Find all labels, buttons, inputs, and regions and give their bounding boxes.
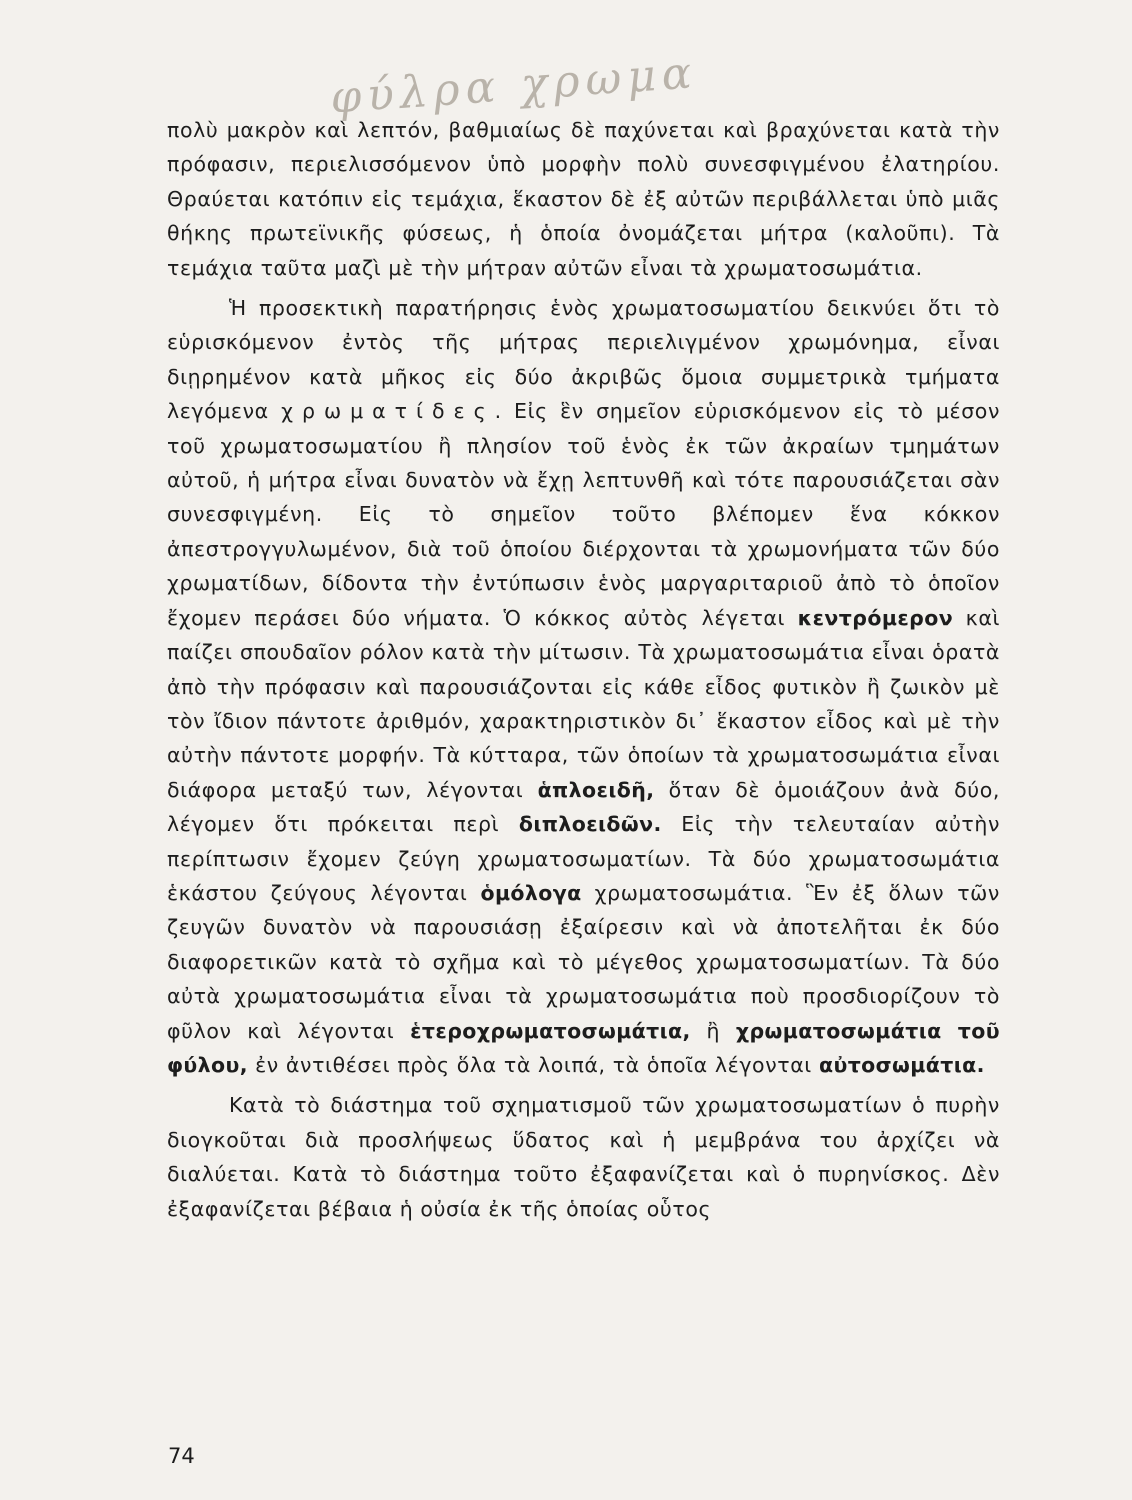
- text-segment: καὶ παίζει σπουδαῖον ρόλον κατὰ τὴν μίτωσιν. Τὰ χρωματοσωμάτια εἶναι ὁρατὰ ἀπὸ τὴν πρόφασιν καὶ παρουσιάζονται εἰς κάθε εἶδος φυτικὸν ἢ ζωικὸν μὲ τὸν ἴδιον πάντοτε ἀριθμόν, χαρακτηριστικὸν δι᾽ ἕκαστον εἶδος καὶ μὲ τὴν αὐτὴν πάντοτε μορφήν. Τὰ κύτταρα, τῶν ὁποίων τὰ χρωματοσωμάτια εἶναι διάφορα μεταξύ των, λέγονται: [167, 605, 1001, 802]
- bold-term: ὁμόλογα: [480, 880, 582, 905]
- text-segment: Ἡ προσεκτικὴ παρατήρησις ἑνὸς χρωματοσωματίου δεικνύει ὅτι τὸ εὑρισκόμενον ἐντὸς τῆς μήτρας περιελιγμένον χρωμόνημα, εἶναι διῃρημένον κατὰ μῆκος εἰς δύο ἀκριβῶς ὅμοια συμμετρικὰ τμήματα λεγόμενα: [167, 296, 1000, 424]
- body-text: [167, 113, 1000, 1226]
- paragraph: [167, 113, 1000, 285]
- paragraph: [167, 1088, 1000, 1226]
- paragraph: [167, 291, 1000, 1082]
- text-segment: ὅταν δὲ ὁμοιάζουν ἀνὰ δύο, λέγομεν ὅτι πρόκειται περὶ: [167, 777, 1000, 837]
- text-segment: Εἰς τὴν τελευταίαν αὐτὴν περίπτωσιν ἔχομεν ζεύγη χρωματοσωματίων. Τὰ δύο χρωματοσωμάτια ἑκάστου ζεύγους λέγονται: [167, 812, 1000, 905]
- bold-term: διπλοειδῶν.: [518, 812, 662, 837]
- text-segment: . Εἰς ἓν σημεῖον εὑρισκόμενον εἰς τὸ μέσον τοῦ χρωματοσωματίου ἢ πλησίον τοῦ ἑνὸς ἐκ τῶν ἀκραίων τμημάτων αὐτοῦ, ἡ μήτρα εἶναι δυνατὸν νὰ ἔχῃ λεπτυνθῆ καὶ τότε παρουσιάζεται σὰν συνεσφιγμένη. Εἰς τὸ σημεῖον τοῦτο βλέπομεν ἕνα κόκκον ἀπεστρογγυλωμένον, διὰ τοῦ ὁποίου διέρχονται τὰ χρωμονήματα τῶν δύο χρωματίδων, δίδοντα τὴν ἐντύπωσιν ἑνὸς μαργαριταριοῦ ἀπὸ τὸ ὁποῖον ἔχομεν περάσει δύο νήματα. Ὁ κόκκος αὐτὸς λέγεται: [167, 399, 1000, 630]
- text-segment: Κατὰ τὸ διάστημα τοῦ σχηματισμοῦ τῶν χρωματοσωματίων ὁ πυρὴν διογκοῦται διὰ προσλήψεως ὕδατος καὶ ἡ μεμβράνα του ἀρχίζει νὰ διαλύεται. Κατὰ τὸ διάστημα τοῦτο ἐξαφανίζεται καὶ ὁ πυρηνίσκος. Δὲν ἐξαφανίζεται βέβαια ἡ οὐσία ἐκ τῆς ὁποίας οὗτος: [167, 1093, 1000, 1221]
- text-segment: πολὺ μακρὸν καὶ λεπτόν, βαθμιαίως δὲ παχύνεται καὶ βραχύνεται κατὰ τὴν πρόφασιν, περιελισσόμενον ὑπὸ μορφὴν πολὺ συνεσφιγμένου ἐλατηρίου. Θραύεται κατόπιν εἰς τεμάχια, ἕκαστον δὲ ἐξ αὐτῶν περιβάλλεται ὑπὸ μιᾶς θήκης πρωτεϊνικῆς φύσεως, ἡ ὁποία ὀνομάζεται μήτρα (καλοῦπι). Τὰ τεμάχια ταῦτα μαζὶ μὲ τὴν μήτραν αὐτῶν εἶναι τὰ χρωματοσωμάτια.: [167, 118, 1000, 280]
- bold-term: χρωματοσωμάτια τοῦ φύλου,: [167, 1018, 1000, 1077]
- text-segment: ἢ: [690, 1018, 736, 1043]
- spaced-term: χρωματίδες: [281, 399, 495, 424]
- bold-term: κεντρόμερον: [797, 605, 954, 630]
- bold-term: ἑτεροχρωματοσωμάτια,: [410, 1018, 691, 1043]
- page-number: 74: [168, 1444, 195, 1468]
- text-segment: χρωματοσωμάτια. Ἓν ἐξ ὅλων τῶν ζευγῶν δυνατὸν νὰ παρουσιάσῃ ἐξαίρεσιν καὶ νὰ ἀποτελῆται ἐκ δύο διαφορετικῶν κατὰ τὸ σχῆμα καὶ τὸ μέγεθος χρωματοσωματίων. Τὰ δύο αὐτὰ χρωματοσωμάτια εἶναι τὰ χρωματοσωμάτια ποὺ προσδιορίζουν τὸ φῦλον καὶ λέγονται: [167, 880, 1000, 1043]
- handwritten-annotation: φύλρα χρωμα: [328, 47, 700, 124]
- bold-term: ἁπλοειδῆ,: [537, 777, 655, 802]
- bold-term: αὐτοσωμάτια.: [818, 1052, 985, 1077]
- text-segment: ἐν ἀντιθέσει πρὸς ὅλα τὰ λοιπά, τὰ ὁποῖα λέγονται: [247, 1052, 819, 1077]
